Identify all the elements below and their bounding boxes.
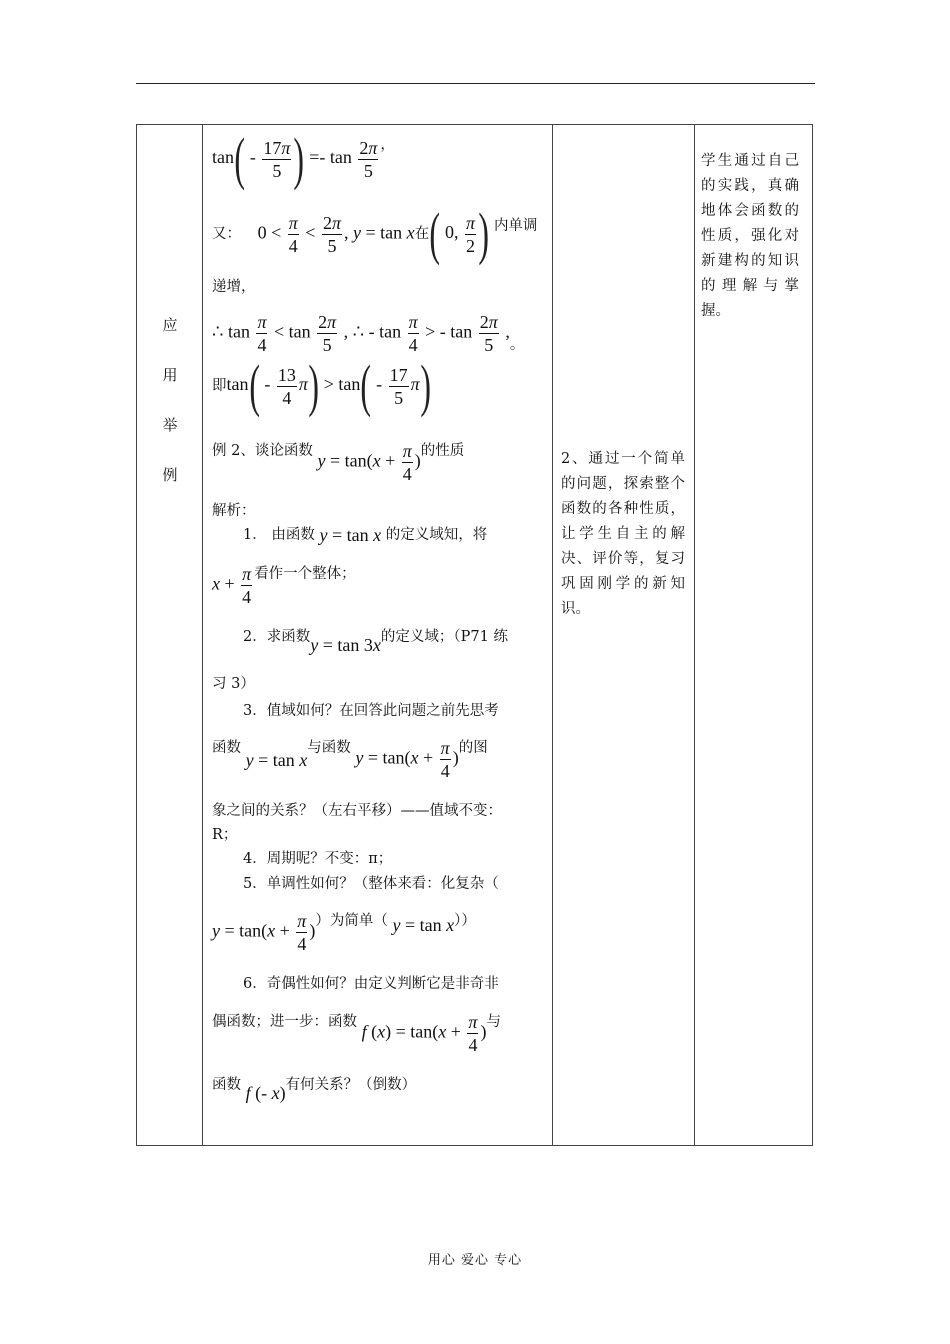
text: 与函数 bbox=[307, 740, 351, 756]
design-intent-note: 2、通过一个简单的问题，探索整个函数的各种性质，让学生自主的解决、评价等，复习巩固刚学的新知识。 bbox=[561, 451, 685, 617]
section-cell bbox=[137, 125, 203, 1146]
section-label-char: 用 bbox=[162, 366, 178, 384]
text: 的图 bbox=[458, 740, 488, 756]
text: 又： bbox=[212, 226, 241, 242]
analysis-line-3b bbox=[212, 737, 488, 782]
text-line: 解析： bbox=[212, 503, 256, 519]
header-rule bbox=[136, 83, 815, 84]
formula: y = tan(x + $\frac{\pi}{4}$ ) bbox=[355, 738, 459, 781]
formula: f (- x) bbox=[245, 1083, 286, 1103]
formula: y = tan x bbox=[392, 915, 455, 935]
text: 的性质 bbox=[420, 443, 465, 459]
formula: x + $\frac{\pi}{4}$ bbox=[212, 564, 252, 607]
analysis-line-2 bbox=[243, 626, 508, 655]
equation-line-4 bbox=[212, 311, 524, 356]
equation-line-5 bbox=[212, 353, 431, 418]
text: 有何关系？（倒数） bbox=[285, 1077, 417, 1093]
example-2-line bbox=[212, 440, 464, 485]
text-line: 4．周期呢？不变：π； bbox=[243, 851, 393, 867]
text-line: 象之间的关系？（左右平移）——值域不变： bbox=[212, 803, 502, 819]
text: 与 bbox=[486, 1014, 501, 1030]
analysis-line-6b bbox=[212, 1011, 501, 1056]
section-label bbox=[160, 300, 180, 500]
text-line: 习 3） bbox=[212, 676, 255, 692]
text-line: R； bbox=[212, 827, 238, 843]
formula: y = tan(x + $\frac{\pi}{4}$ ) bbox=[317, 441, 421, 484]
section-label-char: 例 bbox=[162, 466, 178, 484]
formula: tan( - $\frac{13}{4}$ π) > tan( - $\frac{17}{5}$ π) bbox=[226, 353, 431, 418]
formula: y = tan 3x bbox=[310, 635, 381, 655]
design-intent-cell bbox=[553, 125, 695, 1146]
formula: y = tan(x + $\frac{\pi}{4}$ ) bbox=[212, 911, 316, 954]
text: 1． 由函数 bbox=[243, 527, 315, 543]
text: 的定义域知，将 bbox=[385, 527, 488, 543]
text: 内单调 bbox=[493, 218, 538, 234]
text: 。 bbox=[509, 337, 525, 353]
formula: ( 0, $\frac{\pi}{2}$ ) bbox=[429, 201, 489, 266]
formula: tan( - $\frac{17\pi}{5}$ ) =- tan $\frac{2\pi}{5}$ bbox=[212, 126, 378, 191]
section-label-char: 举 bbox=[162, 416, 178, 434]
text: 的定义域；（P71 练 bbox=[380, 629, 508, 645]
text: 即 bbox=[212, 378, 227, 394]
formula: f (x) = tan(x + $\frac{\pi}{4}$ ) bbox=[361, 1012, 487, 1055]
analysis-line-6c bbox=[212, 1074, 417, 1103]
formula: y = tan x bbox=[319, 525, 382, 545]
section-label-char: 应 bbox=[162, 316, 178, 334]
text: 函数 bbox=[212, 1077, 241, 1093]
formula: ∴ tan $\frac{\pi}{4}$ < tan $\frac{2\pi}{5}$ , ∴ - tan $\frac{\pi}{4}$ > - tan $\frac{2\pi}{5}$ , bbox=[212, 312, 510, 355]
analysis-line-1b bbox=[212, 563, 356, 608]
text: 偶函数；进一步：函数 bbox=[212, 1014, 357, 1030]
text-line: 6．奇偶性如何？由定义判断它是非奇非 bbox=[243, 976, 499, 992]
formula: 0 < $\frac{\pi}{4}$ < $\frac{2\pi}{5}$ , y = tan x bbox=[257, 212, 415, 256]
text: ， bbox=[380, 137, 395, 153]
text: 2．求函数 bbox=[243, 629, 311, 645]
analysis-line-5b bbox=[212, 910, 476, 955]
page-footer: 用心 爱心 专心 bbox=[427, 1253, 523, 1268]
text: 例 2、谈论函数 bbox=[212, 443, 313, 459]
analysis-line-1 bbox=[243, 524, 487, 546]
text-line: 递增， bbox=[212, 279, 256, 295]
equation-line-2 bbox=[212, 201, 538, 266]
text-line: 3．值域如何？在回答此问题之前先思考 bbox=[243, 703, 499, 719]
learning-goal-note: 学生通过自己的实践，真确地体会函数的性质，强化对新建构的知识的理解与掌握。 bbox=[701, 153, 799, 319]
text: 看作一个整体； bbox=[254, 566, 356, 582]
formula: y = tan x bbox=[245, 749, 308, 770]
text: ）） bbox=[454, 913, 476, 929]
text-line: 5．单调性如何？（整体来看：化复杂（ bbox=[243, 876, 499, 892]
equation-line-1 bbox=[212, 126, 395, 191]
text: ）为简单（ bbox=[315, 913, 388, 929]
text: 函数 bbox=[212, 740, 241, 756]
text: 在 bbox=[414, 226, 430, 242]
